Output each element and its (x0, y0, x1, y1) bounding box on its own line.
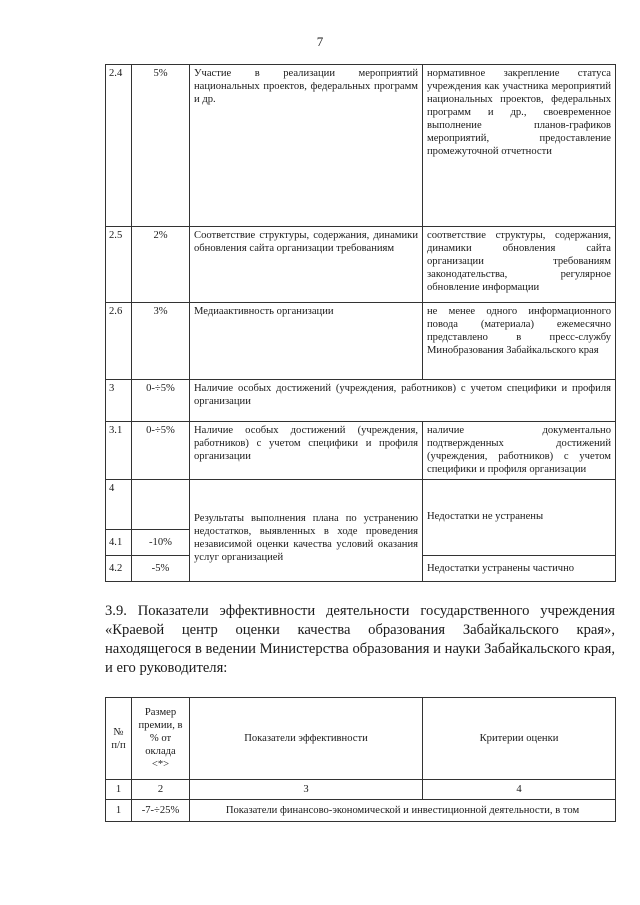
indicator-text: Медиаактивность организации (190, 303, 423, 380)
indicator-text: Участие в реализации мероприятий национальных проектов, федеральных программ и др. (190, 65, 423, 227)
criteria-text: Недостатки устранены частично (423, 556, 616, 582)
row-number: 3 (106, 380, 132, 422)
criteria-text: не менее одного информационного повода (материала) ежемесячно представлено в пресс-службу Минобразования Забайкальского края (423, 303, 616, 380)
header-criteria: Критерии оценки (423, 698, 616, 780)
row-number: 3.1 (106, 422, 132, 480)
section-heading: 3.9. Показатели эффективности деятельности государственного учреждения «Краевой центр оценки качества образования Забайкальского края», находящегося в ведении Министерства образования и науки Забайкальского края, и его руководителя: (105, 603, 615, 676)
merged-indicator-text: Наличие особых достижений (учреждения, работников) с учетом специфики и профиля организации (190, 380, 616, 422)
indicator-text: Наличие особых достижений (учреждения, работников) с учетом специфики и профиля организации (190, 422, 423, 480)
bonus-percent: 2% (132, 227, 190, 303)
bonus-percent: -7-÷25% (132, 800, 190, 822)
row-number: 4.1 (106, 530, 132, 556)
column-number: 2 (132, 780, 190, 800)
table-row (106, 800, 616, 822)
criteria-text: нормативное закрепление статуса учреждения как участника мероприятий национальных проектов, федеральных программ и др., своевременное выполнение планов-графиков мероприятий, предоставление промежуточной отчетности (423, 65, 616, 227)
column-number: 4 (423, 780, 616, 800)
row-number: 2.5 (106, 227, 132, 303)
page-number: 7 (316, 34, 324, 49)
header-number: № п/п (106, 698, 132, 780)
table-row (106, 65, 616, 227)
bonus-percent: 3% (132, 303, 190, 380)
table-row (106, 422, 616, 480)
row-number: 4.2 (106, 556, 132, 582)
table-row (106, 227, 616, 303)
bonus-percent: 5% (132, 65, 190, 227)
header-bonus-percent: Размер премии, в % от оклада <*> (132, 698, 190, 780)
bonus-percent: 0-÷5% (132, 422, 190, 480)
efficiency-indicators-table (105, 697, 616, 822)
criteria-text: Недостатки не устранены (423, 480, 616, 556)
column-number: 1 (106, 780, 132, 800)
table-row (106, 303, 616, 380)
table-header-row (106, 698, 616, 780)
indicator-text: Соответствие структуры, содержания, динамики обновления сайта организации требованиям (190, 227, 423, 303)
bonus-percent: -5% (132, 556, 190, 582)
row-number: 2.6 (106, 303, 132, 380)
criteria-text: наличие документально подтвержденных достижений (учреждения, работников) с учетом специфики и профиля организации (423, 422, 616, 480)
bonus-percent: -10% (132, 530, 190, 556)
column-number: 3 (190, 780, 423, 800)
row-number: 1 (106, 800, 132, 822)
criteria-table-continued (105, 64, 616, 582)
row-number: 2.4 (106, 65, 132, 227)
table-row (106, 480, 616, 530)
indicator-text: Результаты выполнения плана по устранению недостатков, выявленных в ходе проведения независимой оценки качества условий оказания услуг организацией (190, 480, 423, 582)
criteria-text: соответствие структуры, содержания, динамики обновления сайта организации требованиям законодательства, регулярное обновление информации (423, 227, 616, 303)
row-number: 4 (106, 480, 132, 530)
table-row (106, 380, 616, 422)
merged-indicator-text: Показатели финансово-экономической и инвестиционной деятельности, в том (190, 800, 616, 822)
bonus-percent: 0-÷5% (132, 380, 190, 422)
column-numbers-row (106, 780, 616, 800)
header-indicators: Показатели эффективности (190, 698, 423, 780)
